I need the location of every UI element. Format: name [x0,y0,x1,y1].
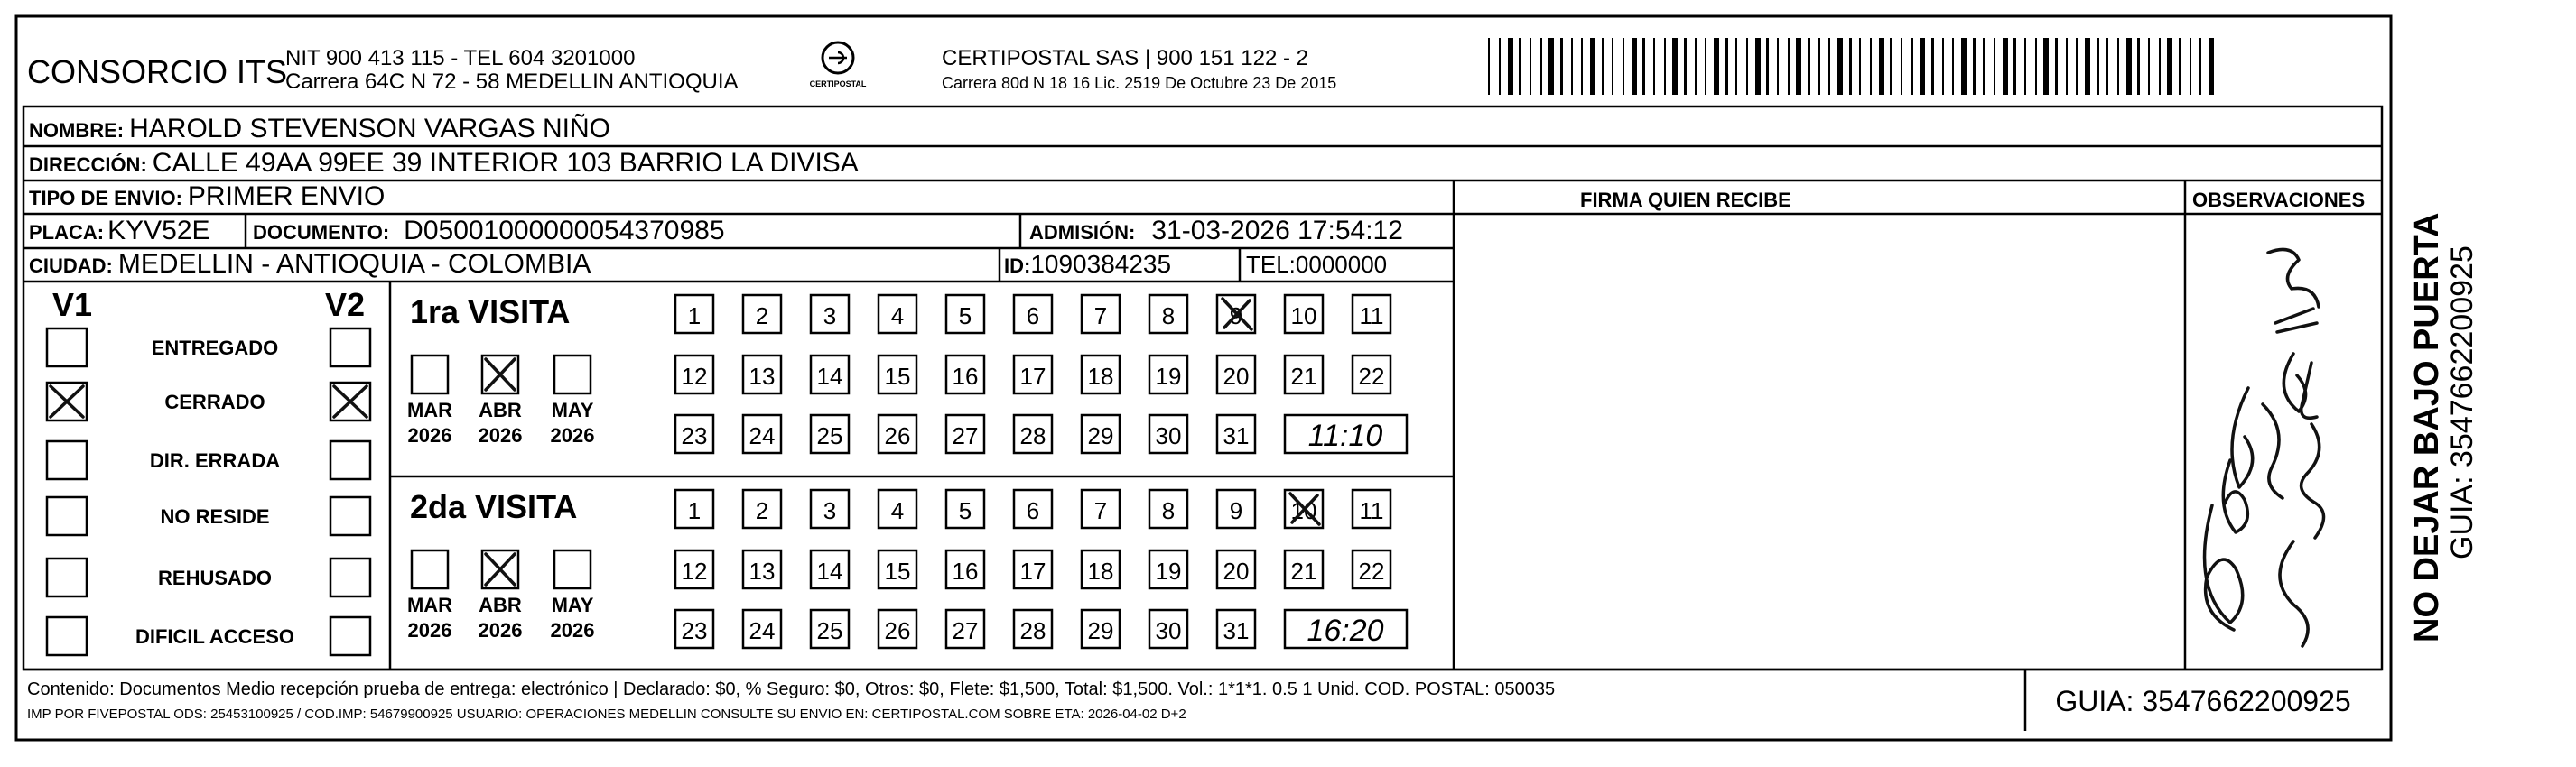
svg-text:CIUDAD:MEDELLIN - ANTIOQUIA - [29,249,591,279]
barcode-bar [1837,38,1843,95]
visit-title: 1ra VISITA [410,293,571,330]
barcode-bar [2035,38,2037,95]
direccion-label: DIRECCIÓN: [29,153,147,176]
svg-text:DOCUMENTO:D0500100000005437098 [253,216,725,245]
barcode-bar [1870,38,1872,95]
barcode-bar [1499,38,1501,95]
v2-checkbox[interactable] [330,328,370,366]
barcode-bar [1695,38,1697,95]
day-number: 25 [816,422,843,449]
month-checkbox[interactable] [412,356,448,393]
day-number: 22 [1358,363,1385,390]
status-list [47,328,370,655]
barcode-bar [1623,38,1624,95]
day-number: 31 [1223,422,1250,449]
company-name: CONSORCIO ITS [27,53,288,90]
admision-value: 31-03-2026 17:54:12 [1151,216,1403,245]
day-number: 30 [1155,617,1182,644]
barcode-bar [1961,38,1967,95]
barcode-bar [1766,38,1769,95]
barcode-bar [2097,38,2099,95]
day-number: 3 [823,497,837,524]
svg-text:NOMBRE:HAROLD STEVENSON VARGAS [29,113,610,143]
v1-checkbox[interactable] [47,328,87,366]
recipient-name: HAROLD STEVENSON VARGAS NIÑO [129,114,610,143]
recipient-address: CALLE 49AA 99EE 39 INTERIOR 103 BARRIO LA DIVISA [152,148,859,178]
status-label: DIFICIL ACCESO [135,625,295,648]
v1-x-mark [51,386,83,417]
certipostal-line: CERTIPOSTAL SAS | 900 151 122 - 2 [942,46,1308,70]
day-number: 28 [1019,422,1046,449]
v1-checkbox[interactable] [47,497,87,535]
day-number: 7 [1093,497,1108,524]
day-number: 18 [1087,558,1114,585]
barcode-bar [1560,38,1563,95]
day-number: 21 [1290,558,1317,585]
month-name: MAY [551,594,594,616]
id-value: 1090384235 [1030,250,1172,278]
id-label: ID: [1004,254,1031,277]
day-number: 10 [1290,497,1317,524]
v1-checkbox[interactable] [47,617,87,655]
logo-caption: CERTIPOSTAL [809,79,867,88]
barcode-bar [1931,38,1934,95]
status-row [47,617,370,655]
day-number: 24 [749,617,776,644]
barcode-bar [1755,38,1761,95]
barcode-bar [1602,38,1604,95]
barcode-bar [1920,38,1925,95]
barcode-bar [1530,38,1531,95]
day-number: 6 [1026,497,1040,524]
day-number: 27 [952,617,979,644]
day-number: 31 [1223,617,1250,644]
v2-checkbox[interactable] [330,559,370,596]
barcode-bar [1548,38,1554,95]
day-number: 1 [687,302,702,329]
ciudad-value: MEDELLIN - ANTIOQUIA - COLOMBIA [117,249,591,279]
svg-text:ID:1090384235 [1004,250,1171,278]
day-number: 12 [681,558,708,585]
visits-area [407,293,1407,648]
status-label: ENTREGADO [151,337,279,359]
v2-label: V2 [325,286,366,323]
day-number: 18 [1087,363,1114,390]
barcode-bar [1879,38,1884,95]
day-number: 5 [958,497,972,524]
barcode-bar [2179,38,2181,95]
barcode-bar [1684,38,1687,95]
day-number: 3 [823,302,837,329]
barcode-bar [1994,38,1995,95]
status-row [47,328,370,366]
svg-text:DIRECCIÓN:CALLE 49AA 99EE 39 [29,148,859,178]
day-number: 9 [1229,497,1243,524]
day-number: 16 [952,558,979,585]
day-number: 16 [952,363,979,390]
svg-text:TIPO DE ENVIO:PRIMER ENVIO [29,181,385,211]
footer-print-line: IMP POR FIVEPOSTAL ODS: 25453100925 / COD.IMP: 54679900925 USUARIO: OPERACIONES MEDELLIN CONSULTE SU ENVIO EN: CERTIPOSTAL.COM SOBRE ETA: 2026-04-02 D+2 [27,707,1186,722]
barcode-bar [1788,38,1790,95]
day-number: 22 [1358,558,1385,585]
barcode-bar [1590,38,1595,95]
tel-value: 0000000 [1295,251,1388,278]
day-number: 29 [1087,422,1114,449]
svg-text:PLACA:KYV52E [29,216,210,245]
barcode-bar [2137,38,2140,95]
day-number: 10 [1290,302,1317,329]
day-number: 23 [681,617,708,644]
barcode-bar [2024,38,2026,95]
barcode-bar [1983,38,1985,95]
barcode-bar [1581,38,1583,95]
admision-label: ADMISIÓN: [1029,221,1136,244]
month-name: ABR [479,399,522,421]
barcode-bar [2013,38,2016,95]
day-number: 8 [1161,302,1176,329]
visit-block [407,488,1407,648]
day-number: 14 [816,363,843,390]
v1-label: V1 [52,286,93,323]
barcode-bar [1571,38,1573,95]
month-year: 2026 [407,424,452,447]
barcode-bar [2126,38,2132,95]
barcode-bar [1890,38,1892,95]
handwritten-time: 11:10 [1307,419,1383,453]
barcode-bar [1942,38,1944,95]
barcode-bar [1952,38,1954,95]
day-number: 26 [884,422,911,449]
day-number: 13 [749,558,776,585]
month-year: 2026 [478,424,523,447]
barcode-bar [1808,38,1810,95]
day-number: 19 [1155,558,1182,585]
barcode-bar [1642,38,1645,95]
status-label: DIR. ERRADA [149,449,281,472]
visit-block [407,293,1407,453]
ciudad-label: CIUDAD: [29,254,113,277]
barcode-bar [1735,38,1737,95]
barcode-bar [1632,38,1637,95]
v2-checkbox[interactable] [330,497,370,535]
day-number: 15 [884,363,911,390]
status-row [47,559,370,596]
status-label: REHUSADO [158,567,272,589]
nit-line: NIT 900 413 115 - TEL 604 3201000 [285,46,636,70]
v2-checkbox[interactable] [330,441,370,479]
observaciones-label: OBSERVACIONES [2192,189,2366,211]
month-checkbox[interactable] [554,550,591,588]
documento-value: D05001000000054370985 [404,216,725,245]
barcode-bar [2055,38,2058,95]
barcode-bar [1818,38,1820,95]
day-number: 25 [816,617,843,644]
nombre-label: NOMBRE: [29,119,125,142]
barcode-bar [1777,38,1779,95]
barcode-bar [1859,38,1861,95]
status-row [47,497,370,535]
v2-x-mark [334,386,367,417]
barcode-bar [1828,38,1830,95]
day-number: 2 [755,302,769,329]
day-number: 5 [958,302,972,329]
barcode-bar [1911,38,1913,95]
status-label: CERRADO [164,391,265,413]
day-number: 1 [687,497,702,524]
svg-text:ADMISIÓN:31-03-2026 17:54:12 [1029,216,1403,245]
documento-label: DOCUMENTO: [253,221,390,244]
month-x-mark [486,359,515,390]
day-number: 26 [884,617,911,644]
barcode-bar [1705,38,1706,95]
barcode-bar [2209,38,2214,95]
day-number: 7 [1093,302,1108,329]
barcode-bar [2076,38,2078,95]
day-number: 11 [1359,302,1384,329]
handwritten-observation-signature [2205,249,2324,646]
month-name: MAR [406,399,453,421]
barcode-bar [2003,38,2008,95]
footer-content-line: Contenido: Documentos Medio recepción prueba de entrega: electrónico | Declarado: $0, % Seguro: $0, Otros: $0, Flete: $1,500, Total: $1,500. Vol.: 1*1*1. 0.5 1 Unid. COD. POSTAL: 050035 [27,679,1556,699]
month-name: MAY [551,399,594,421]
day-number: 13 [749,363,776,390]
v2-checkbox[interactable] [330,617,370,655]
month-name: MAR [406,594,453,616]
barcode-bar [1849,38,1852,95]
day-number: 17 [1019,363,1046,390]
status-label: NO RESIDE [160,505,270,528]
day-number: 15 [884,558,911,585]
no-dejar-bajo-puerta: NO DEJAR BAJO PUERTA [2408,212,2446,642]
barcode-bar [1901,38,1902,95]
day-number: 4 [890,302,905,329]
day-number: 2 [755,497,769,524]
month-checkbox[interactable] [412,550,448,588]
certipostal-address: Carrera 80d N 18 16 Lic. 2519 De Octubre 23 De 2015 [942,74,1337,92]
handwritten-time: 16:20 [1307,614,1384,648]
month-year: 2026 [478,619,523,642]
barcode-bar [2148,38,2150,95]
tel-label: TEL: [1246,251,1296,278]
barcode-bar [1488,38,1490,95]
certipostal-logo [810,42,867,88]
barcode-bar [1612,38,1613,95]
barcode-bar [2159,38,2161,95]
barcode-bar [1714,38,1719,95]
day-number: 14 [816,558,843,585]
company-address: Carrera 64C N 72 - 58 MEDELLIN ANTIOQUIA [285,69,739,94]
barcode-bar [1653,38,1655,95]
barcode-bar [2066,38,2068,95]
month-name: ABR [479,594,522,616]
day-number: 24 [749,422,776,449]
day-number: 20 [1223,363,1250,390]
visit-title: 2da VISITA [410,488,578,525]
barcode-bar [2167,38,2172,95]
barcode-bar [1508,38,1513,95]
status-row [47,441,370,479]
barcode-bar [2199,38,2201,95]
day-number: 28 [1019,617,1046,644]
day-number: 6 [1026,302,1040,329]
placa-label: PLACA: [29,221,105,244]
day-number: 9 [1229,302,1243,329]
day-number: 4 [890,497,905,524]
barcode-bar [1540,38,1542,95]
barcode-bar [1664,38,1666,95]
day-number: 30 [1155,422,1182,449]
firma-label: FIRMA QUIEN RECIBE [1580,189,1791,211]
barcode-bar [2085,38,2090,95]
barcode-bar [2190,38,2191,95]
day-number: 29 [1087,617,1114,644]
day-number: 27 [952,422,979,449]
month-year: 2026 [407,619,452,642]
guia-box-value: GUIA: 3547662200925 [2055,685,2351,717]
v1-checkbox[interactable] [47,441,87,479]
month-year: 2026 [550,619,595,642]
tipo-label: TIPO DE ENVIO: [29,187,182,209]
day-number: 11 [1359,497,1384,524]
barcode-bar [2043,38,2049,95]
status-row [47,383,370,420]
day-number: 19 [1155,363,1182,390]
barcode [1488,38,2214,95]
barcode-bar [2117,38,2119,95]
barcode-bar [1973,38,1976,95]
tipo-envio: PRIMER ENVIO [187,181,386,211]
month-x-mark [486,554,515,585]
barcode-bar [1796,38,1801,95]
barcode-bar [1725,38,1728,95]
barcode-bar [1746,38,1748,95]
day-number: 12 [681,363,708,390]
month-year: 2026 [550,424,595,447]
barcode-bar [2106,38,2108,95]
placa-value: KYV52E [107,216,210,245]
svg-text:TEL:0000000 [1246,251,1387,278]
v1-checkbox[interactable] [47,559,87,596]
barcode-bar [1672,38,1678,95]
day-number: 8 [1161,497,1176,524]
day-number: 21 [1290,363,1317,390]
month-checkbox[interactable] [554,356,591,393]
day-number: 20 [1223,558,1250,585]
barcode-bar [1519,38,1521,95]
day-number: 17 [1019,558,1046,585]
day-number: 23 [681,422,708,449]
side-guia: GUIA: 3547662200925 [2445,245,2479,559]
